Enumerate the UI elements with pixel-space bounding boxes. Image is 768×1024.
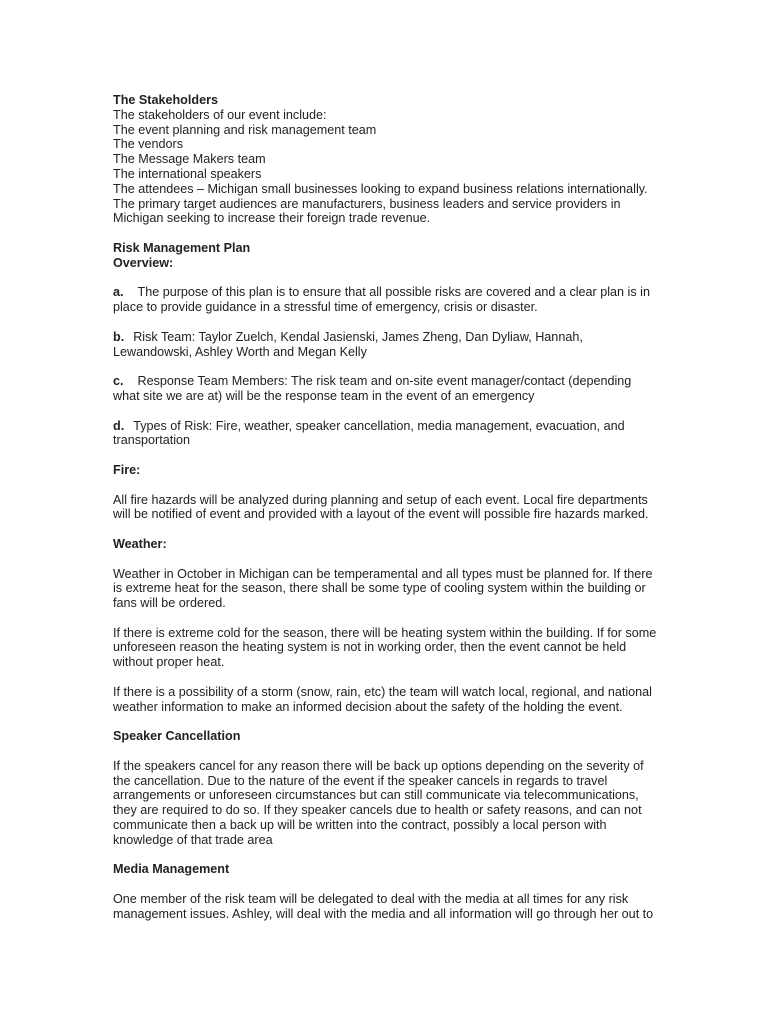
text-line: One member of the risk team will be delegated to deal with the media at all times for any risk xyxy=(113,892,629,907)
stakeholders-heading: The Stakeholders xyxy=(113,93,218,107)
text-line: Weather in October in Michigan can be temperamental and all types must be planned for. If there xyxy=(113,566,653,581)
overview-heading: Overview: xyxy=(113,255,174,270)
text-line: Michigan seeking to increase their foreign trade revenue. xyxy=(113,211,431,226)
plan-item-c: c. Response Team Members: The risk team and on-site event manager/contact (depending xyxy=(113,374,632,389)
speaker-heading: Speaker Cancellation xyxy=(113,729,241,744)
plan-item-d: d. Types of Risk: Fire, weather, speaker cancellation, media management, evacuation, and xyxy=(113,418,625,433)
item-letter: a. xyxy=(113,285,124,300)
text-line: management issues. Ashley, will deal with the media and all information will go through her out to xyxy=(113,906,654,921)
item-letter: c. xyxy=(113,374,124,389)
text-line: The stakeholders of our event include: xyxy=(113,107,327,122)
stakeholders-section xyxy=(113,93,728,226)
text-line: arrangements or unforeseen circumstances but can still communicate via telecommunications, xyxy=(113,788,639,803)
text-line: transportation xyxy=(113,433,191,448)
text-line: the cancellation. Due to the nature of the event if the speaker cancels in regards to travel xyxy=(113,773,608,788)
text-line: If there is extreme cold for the season, there will be heating system within the building. If for some xyxy=(113,625,657,640)
text-line: fans will be ordered. xyxy=(113,596,226,611)
fire-section xyxy=(113,463,728,522)
text-line: The event planning and risk management team xyxy=(113,122,377,137)
text-line: place to provide guidance in a stressful time of emergency, crisis or disaster. xyxy=(113,300,538,315)
text-line: The attendees – Michigan small businesses looking to expand business relations internationally. xyxy=(113,181,648,196)
plan-item-b: b. Risk Team: Taylor Zuelch, Kendal Jasienski, James Zheng, Dan Dyliaw, Hannah, xyxy=(113,329,583,344)
text-line: Lewandowski, Ashley Worth and Megan Kelly xyxy=(113,344,367,359)
risk-plan-heading: Risk Management Plan xyxy=(113,240,251,255)
item-letter: d. xyxy=(113,418,125,433)
text-line: All fire hazards will be analyzed during planning and setup of each event. Local fire departments xyxy=(113,492,648,507)
text-line: what site we are at) will be the response team in the event of an emergency xyxy=(113,388,535,403)
text-line: If there is a possibility of a storm (snow, rain, etc) the team will watch local, regional, and national xyxy=(113,684,652,699)
text-line: knowledge of that trade area xyxy=(113,832,273,847)
text-line: The Message Makers team xyxy=(113,152,266,167)
media-heading: Media Management xyxy=(113,862,230,877)
weather-section xyxy=(113,537,728,715)
text-line: will be notified of event and provided with a layout of the event will possible fire hazards marked. xyxy=(113,507,649,522)
text-line: The primary target audiences are manufacturers, business leaders and service providers in xyxy=(113,196,621,211)
text-line: The vendors xyxy=(113,137,184,152)
text-line: The international speakers xyxy=(113,166,262,181)
text-line: without proper heat. xyxy=(113,655,225,670)
text-line: weather information to make an informed decision about the safety of the holding the event. xyxy=(113,699,623,714)
media-section xyxy=(113,862,728,921)
text-line: communicate then a back up will be written into the contract, possibly a local person with xyxy=(113,818,607,833)
speaker-section xyxy=(113,729,728,847)
weather-heading: Weather: xyxy=(113,536,167,551)
text-line: If the speakers cancel for any reason there will be back up options depending on the severity of xyxy=(113,758,644,773)
fire-heading: Fire: xyxy=(113,462,141,477)
item-letter: b. xyxy=(113,329,125,344)
risk-plan-section xyxy=(113,241,728,448)
text-line: unforeseen reason the heating system is not in working order, then the event cannot be held xyxy=(113,640,627,655)
plan-item-a: a. The purpose of this plan is to ensure that all possible risks are covered and a clear plan is in xyxy=(113,285,650,300)
text-line: is extreme heat for the season, there shall be some type of cooling system within the building or xyxy=(113,581,646,596)
text-line: they are required to do so. If they speaker cancels due to health or safety reasons, and can not xyxy=(113,803,642,818)
